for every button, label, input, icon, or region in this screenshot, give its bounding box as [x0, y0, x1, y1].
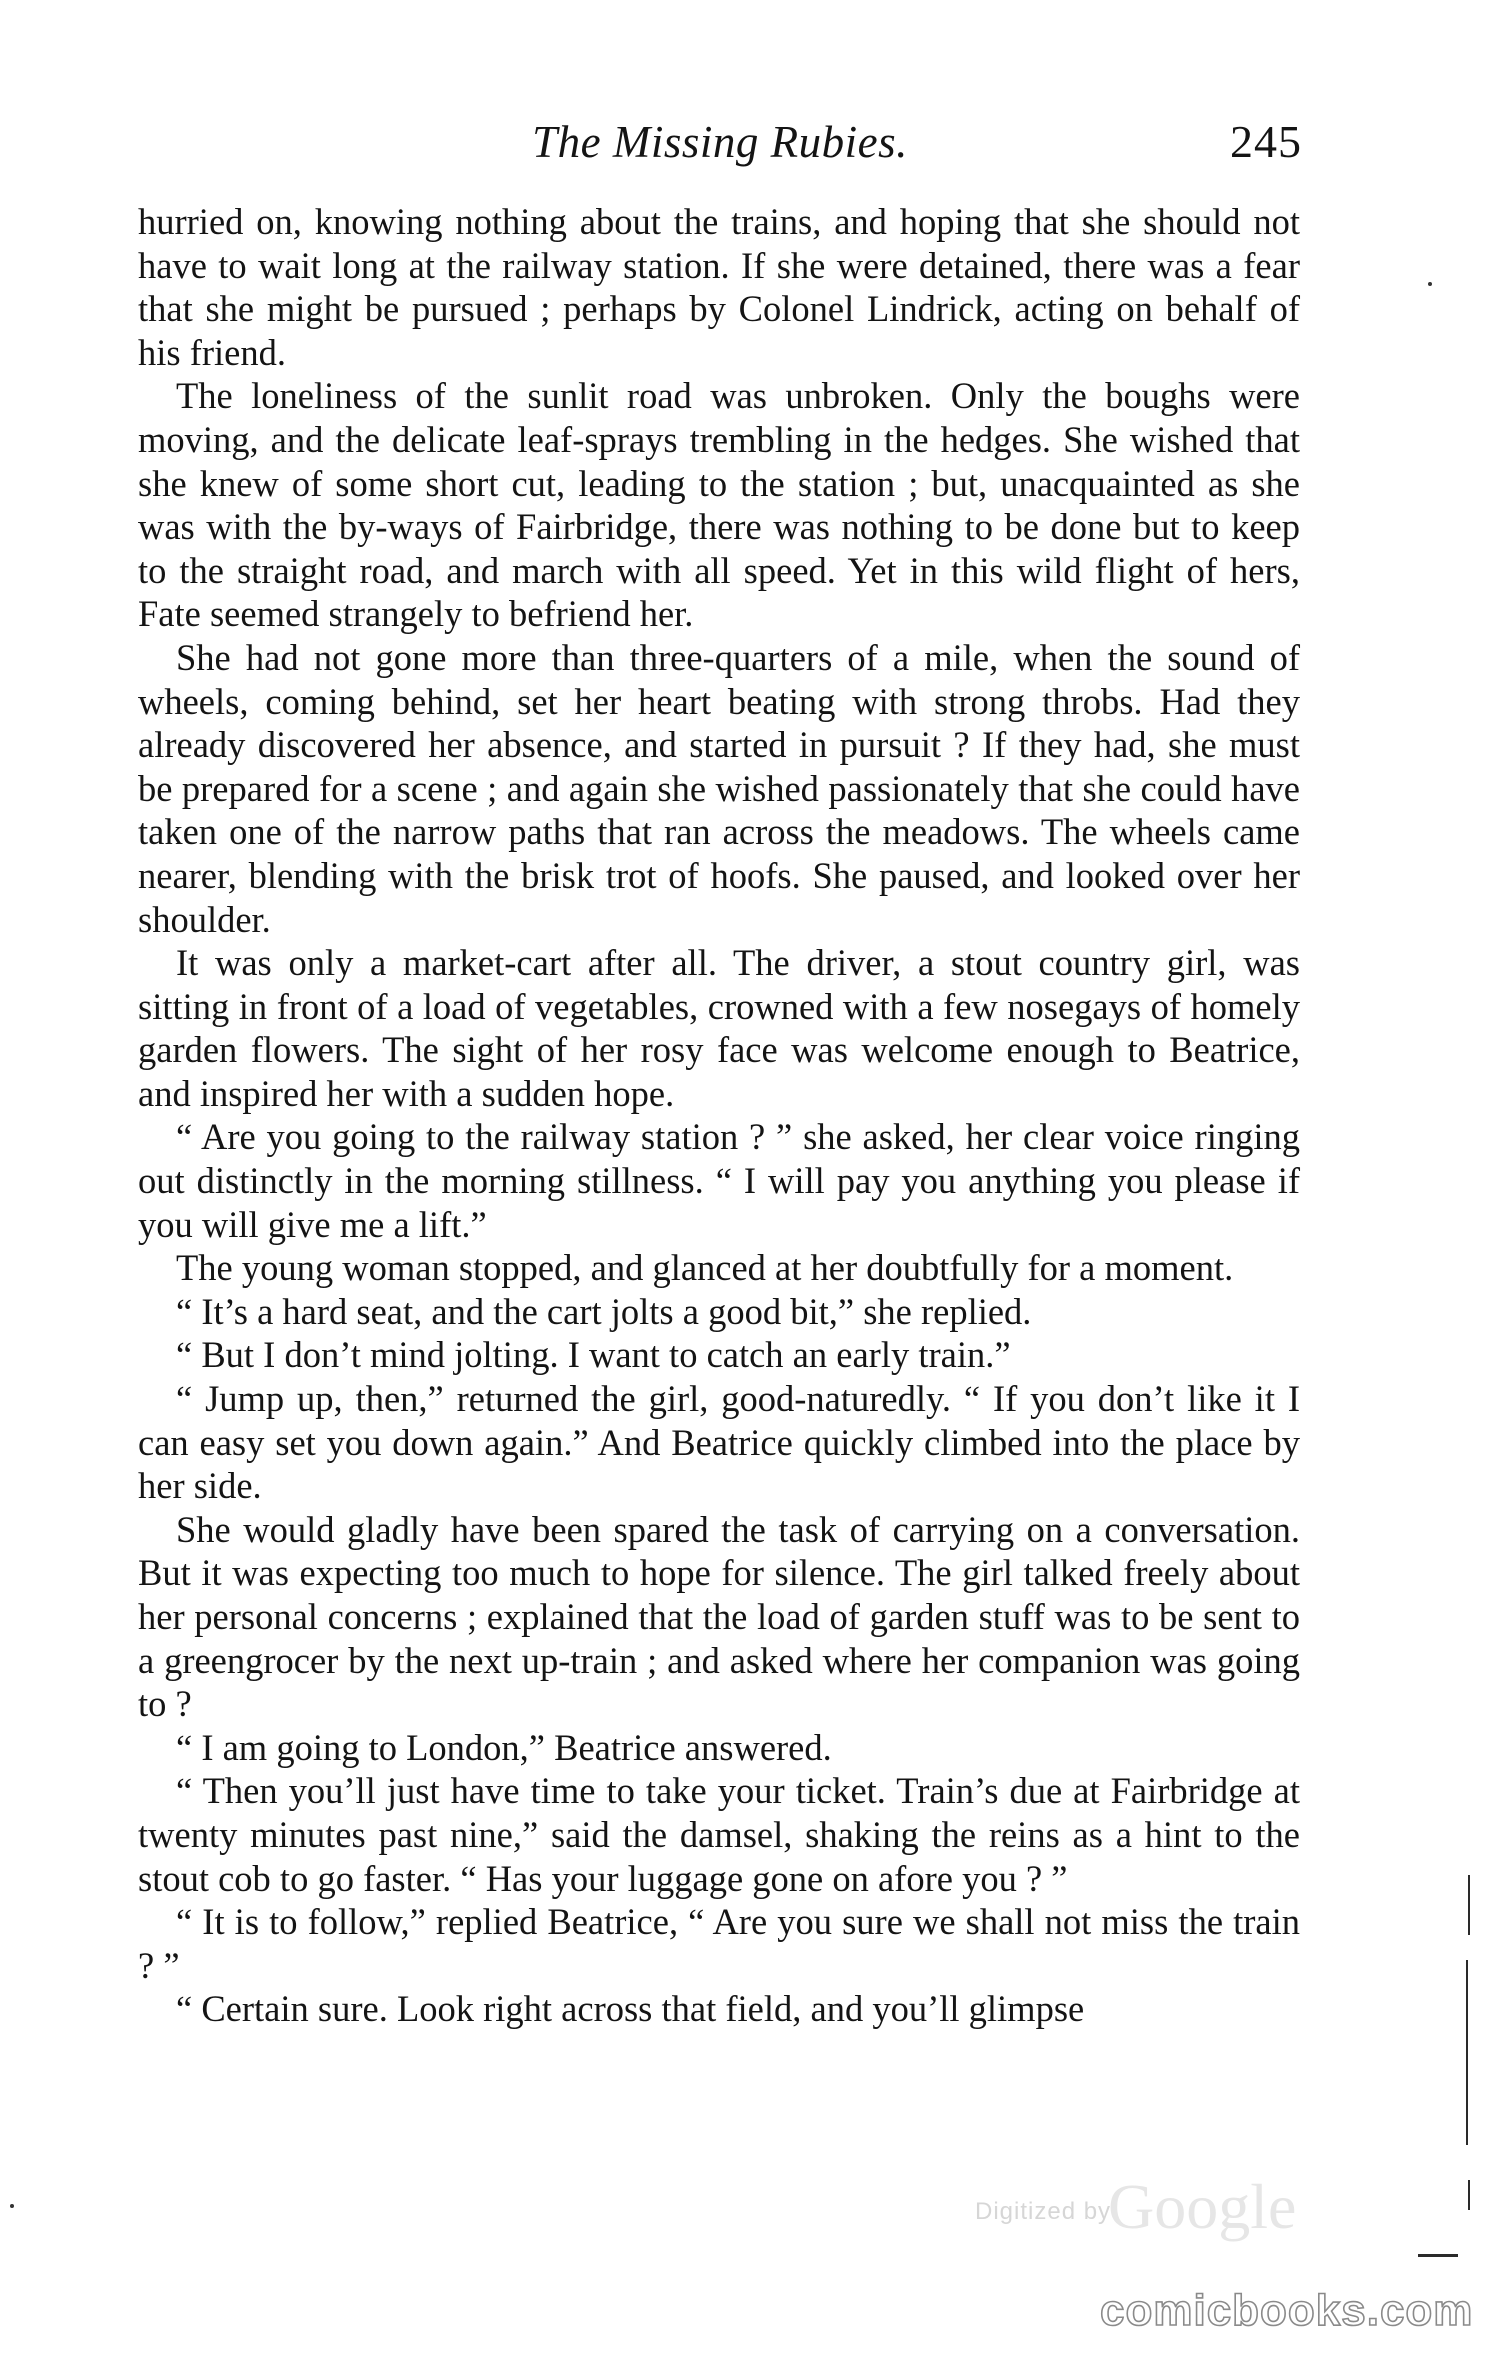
scan-speck — [1428, 282, 1432, 286]
paragraph: The young woman stopped, and glanced at her doubtfully for a moment. — [176, 1247, 1234, 1289]
scan-edge-line — [1468, 2180, 1470, 2210]
paragraph: hurried on, knowing nothing about the trains, and hoping that she should not have to wait long at the railway station. If she were detained, there was a fear that she might be pursued ; perhaps by Colonel Lindrick, acting on behalf of his friend. — [138, 201, 1300, 373]
digitized-by-text: Digitized by — [975, 2198, 1112, 2225]
body-text — [138, 200, 1300, 2031]
paragraph: She would gladly have been spared the task of carrying on a conversation. But it was expecting too much to hope for silence. The girl talked freely about her personal concerns ; explained that the load of garden stuff was to be sent to a greengrocer by the next up-train ; and asked where her companion was going to ? — [138, 1508, 1300, 1725]
paragraph: “ Jump up, then,” returned the girl, good-naturedly. “ If you don’t like it I can easy set you down again.” And Beatrice quickly climbed into the place by her side. — [138, 1378, 1300, 1507]
paragraph: “ But I don’t mind jolting. I want to catch an early train.” — [176, 1334, 1011, 1376]
running-title: The Missing Rubies. — [532, 117, 908, 167]
page-number: 245 — [1230, 116, 1302, 167]
watermark-text: comicbooks.com — [1100, 2286, 1474, 2335]
running-head — [138, 112, 1302, 172]
paragraph: “ Are you going to the railway station ? ” she asked, her clear voice ringing out distinctly in the morning stillness. “ I will pay you anything you please if you will give me a lift.” — [138, 1116, 1300, 1245]
scan-edge-line — [1468, 1875, 1470, 1935]
paragraph: She had not gone more than three-quarters of a mile, when the sound of wheels, coming behind, set her heart beating with strong throbs. Had they already discovered her absence, and started in pursuit ? If they had, she must be prepared for a scene ; and again she wished passionately that she could have taken one of the narrow paths that ran across the meadows. The wheels came nearer, blending with the brisk trot of hoofs. She paused, and looked over her shoulder. — [138, 636, 1300, 940]
paragraph: “ It’s a hard seat, and the cart jolts a good bit,” she replied. — [176, 1290, 1032, 1332]
scan-edge-dash — [1418, 2254, 1458, 2257]
scan-speck — [10, 2204, 14, 2208]
paragraph: The loneliness of the sunlit road was unbroken. Only the boughs were moving, and the delicate leaf-sprays trembling in the hedges. She wished that she knew of some short cut, leading to the station ; but, unacquainted as she was with the by-ways of Fairbridge, there was nothing to be done but to keep to the straight road, and march with all speed. Yet in this wild flight of hers, Fate seemed strangely to befriend her. — [138, 375, 1300, 635]
paragraph: “ I am going to London,” Beatrice answered. — [176, 1726, 832, 1768]
google-logo: Google — [1108, 2171, 1297, 2242]
paragraph: “ Then you’ll just have time to take your ticket. Train’s due at Fairbridge at twenty minutes past nine,” said the damsel, shaking the reins as a hint to the stout cob to go faster. “ Has your luggage gone on afore you ? ” — [138, 1770, 1300, 1899]
paragraph: “ It is to follow,” replied Beatrice, “ Are you sure we shall not miss the train ? ” — [138, 1901, 1300, 1986]
paragraph: It was only a market-cart after all. The driver, a stout country girl, was sitting in front of a load of vegetables, crowned with a few nosegays of homely garden flowers. The sight of her rosy face was welcome enough to Beatrice, and inspired her with a sudden hope. — [138, 942, 1300, 1114]
scan-edge-line — [1466, 1960, 1468, 2145]
paragraph: “ Certain sure. Look right across that field, and you’ll glimpse — [176, 1988, 1085, 2030]
